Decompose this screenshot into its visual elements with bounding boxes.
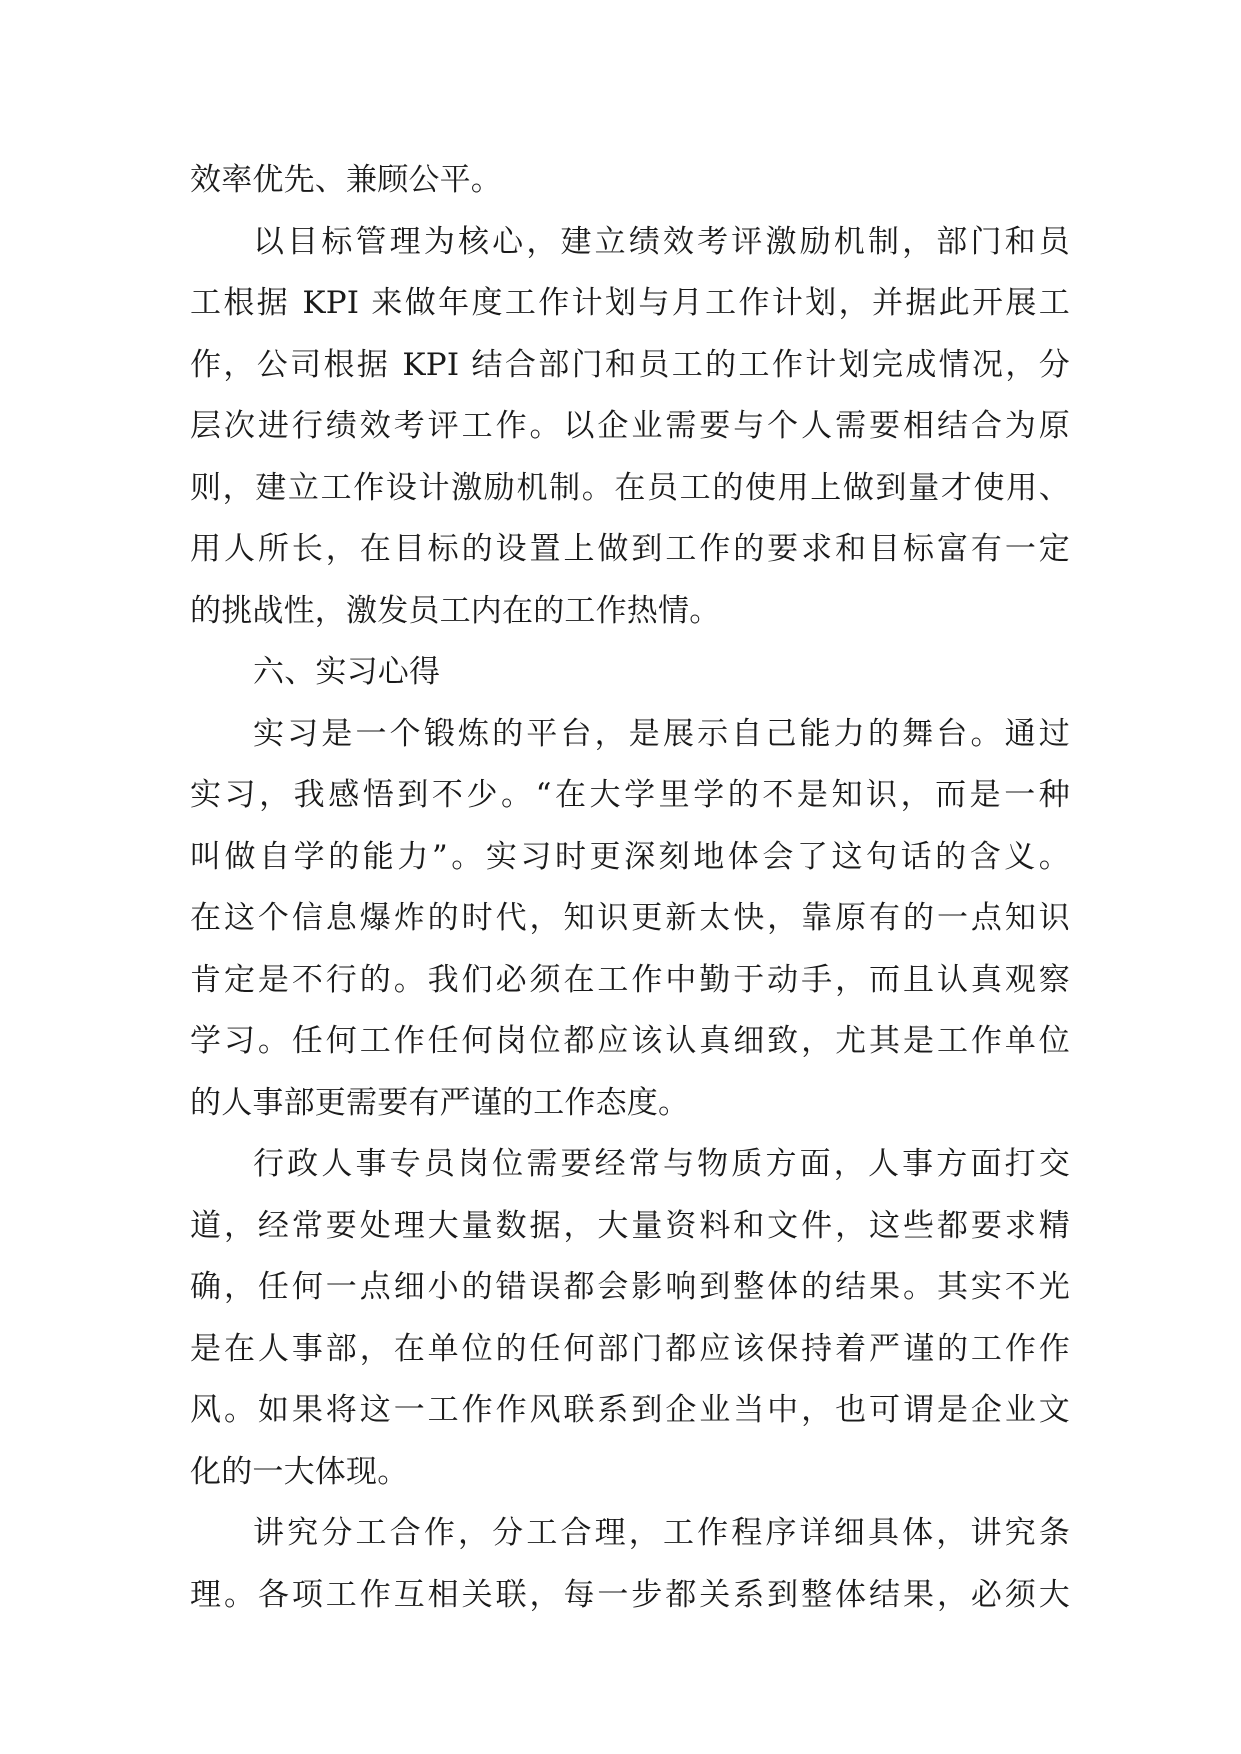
text-line: 的挑战性，激发员工内在的工作热情。 — [190, 592, 721, 629]
text-line: 实习是一个锻炼的平台，是展示自己能力的舞台。通过 — [253, 715, 1070, 752]
text-line: 效率优先、兼顾公平。 — [190, 162, 502, 198]
text-line: 层次进行绩效考评工作。以企业需要与个人需要相结合为原 — [190, 408, 1070, 444]
text-line: 作，公司根据 KPI 结合部门和员工的工作计划完成情况，分 — [190, 346, 1070, 383]
text-line: 用人所长，在目标的设置上做到工作的要求和目标富有一定 — [190, 531, 1070, 567]
text-line: 行政人事专员岗位需要经常与物质方面，人事方面打交 — [253, 1146, 1070, 1182]
text-line: 的人事部更需要有严谨的工作态度。 — [190, 1084, 690, 1121]
text-line: 是在人事部，在单位的任何部门都应该保持着严谨的工作作 — [190, 1330, 1070, 1367]
section-heading: 六、实习心得 — [253, 654, 441, 690]
text-line: 化的一大体现。 — [190, 1453, 409, 1490]
text-line: 实习，我感悟到不少。“在大学里学的不是知识，而是一种 — [190, 777, 1070, 813]
text-line: 确，任何一点细小的错误都会影响到整体的结果。其实不光 — [190, 1269, 1070, 1305]
text-line: 叫做自学的能力”。实习时更深刻地体会了这句话的含义。 — [190, 838, 1070, 875]
text-line: 则，建立工作设计激励机制。在员工的使用上做到量才使用、 — [190, 469, 1070, 506]
text-line: 风。如果将这一工作作风联系到企业当中，也可谓是企业文 — [190, 1392, 1070, 1428]
text-line: 工根据 KPI 来做年度工作计划与月工作计划，并据此开展工 — [190, 285, 1070, 321]
text-line: 学习。任何工作任何岗位都应该认真细致，尤其是工作单位 — [190, 1023, 1070, 1059]
document-body — [190, 150, 1070, 1626]
text-line: 道，经常要处理大量数据，大量资料和文件，这些都要求精 — [190, 1207, 1070, 1244]
text-line: 讲究分工合作，分工合理，工作程序详细具体，讲究条 — [253, 1515, 1070, 1551]
text-line: 以目标管理为核心，建立绩效考评激励机制，部门和员 — [253, 223, 1070, 260]
text-line: 在这个信息爆炸的时代，知识更新太快，靠原有的一点知识 — [190, 900, 1070, 936]
text-line: 肯定是不行的。我们必须在工作中勤于动手，而且认真观察 — [190, 961, 1070, 998]
text-line: 理。各项工作互相关联，每一步都关系到整体结果，必须大 — [190, 1576, 1070, 1613]
